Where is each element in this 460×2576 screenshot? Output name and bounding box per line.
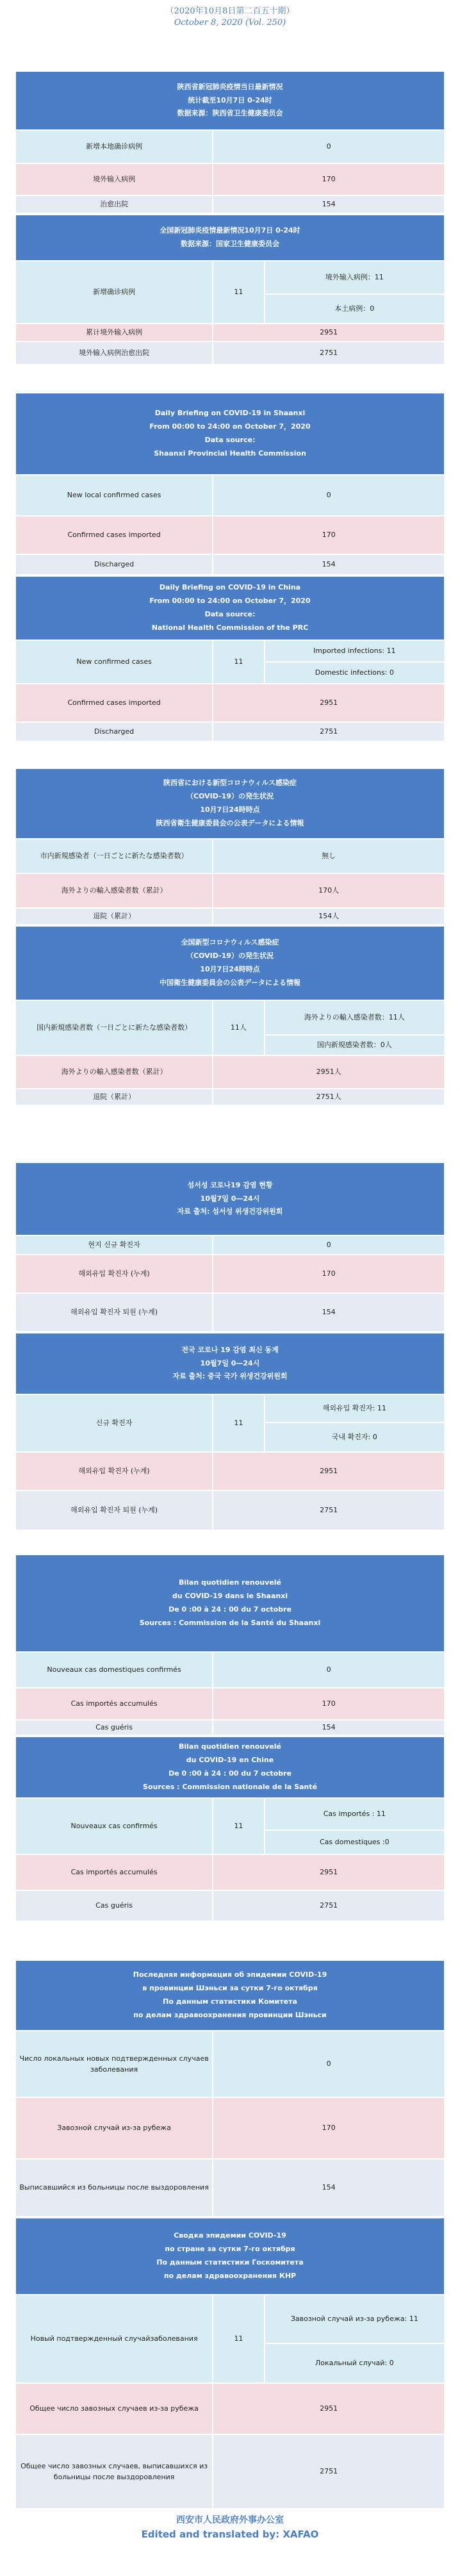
row-label: Nouveaux cas domestiques confirmés	[15, 1652, 213, 1688]
title-line: From 00:00 to 24:00 on October 7，2020	[149, 422, 311, 431]
title-line: 자료 출처: 중국 국가 위생건강위원회	[172, 1372, 288, 1381]
title-line: National Health Commission of the PRC	[151, 623, 309, 632]
title-line: 陝西省における新型コロナウィルス感染症	[163, 779, 297, 788]
cumulative-label: 累计境外输入病例	[15, 324, 213, 342]
title-line: du COVID-19 en Chine	[186, 1756, 274, 1765]
row-value: 154	[213, 1720, 445, 1735]
china-table-title	[15, 1737, 445, 1798]
row-value: 0	[213, 130, 445, 163]
title-line: Bilan quotidien renouvelé	[178, 1742, 282, 1751]
new-cases-label: Новый подтвержденный случайзаболевания	[15, 2295, 213, 2383]
title-line: Data source:	[204, 436, 256, 444]
title-line: 섬서성 코로나19 감염 현황	[187, 1180, 273, 1189]
title-line: 陝西省衛生健康委員会の公表データによる情報	[156, 818, 304, 827]
title-line: Daily Briefing on COVID-19 in China	[159, 583, 301, 592]
cumulative-value: 2951	[213, 1854, 445, 1890]
new-cases-label: 新增确诊病例	[15, 261, 213, 324]
title-line: Daily Briefing on COVID-19 in Shaanxi	[154, 409, 306, 418]
translator-credit: Edited and translated by: XAFAO	[141, 2529, 319, 2540]
row-value: 154	[213, 554, 445, 575]
new-cases-value: 11	[213, 640, 264, 684]
title-line: 자료 출처: 섬서성 위생건강위원회	[177, 1207, 283, 1216]
row-value: 170	[213, 2097, 445, 2159]
discharged-value: 2751人	[213, 1089, 445, 1105]
discharged-value: 2751	[213, 722, 445, 741]
title-line: 全国新型コロナウィルス感染症	[181, 938, 279, 947]
discharged-label: 境外输入病例治愈出院	[15, 342, 213, 365]
domestic-breakdown: 국내 확진자: 0	[265, 1423, 445, 1452]
new-cases-label: New confirmed cases	[15, 640, 213, 684]
domestic-breakdown: Domestic infections: 0	[265, 662, 445, 684]
row-value: 0	[213, 1235, 445, 1255]
discharged-value: 2751	[213, 1890, 445, 1921]
japanese-section	[15, 768, 445, 1130]
title-line: （COVID-19）の発生状況	[186, 792, 274, 801]
title-line: Shaanxi Provincial Health Commission	[154, 449, 306, 458]
discharged-label: 해외유입 확진자 퇴원 (누계)	[15, 1490, 213, 1530]
title-line: Sources : Commission nationale de la Santé	[143, 1782, 317, 1791]
row-label: New local confirmed cases	[15, 475, 213, 516]
title-line: по делам здравоохранения КНР	[163, 2271, 297, 2280]
discharged-value: 2751	[213, 2434, 445, 2509]
new-cases-label: Nouveaux cas confirmés	[15, 1798, 213, 1854]
title-line: Data source:	[204, 610, 256, 618]
new-cases-value: 11	[213, 1394, 264, 1452]
row-value: 0	[213, 475, 445, 516]
discharged-value: 2751	[213, 342, 445, 365]
row-label: Cas guéris	[15, 1720, 213, 1735]
imported-breakdown: Завозной случай из-за рубежа: 11	[265, 2295, 445, 2343]
chinese-section	[15, 70, 445, 420]
imported-breakdown: Imported infections: 11	[265, 640, 445, 662]
row-value: 0	[213, 2031, 445, 2097]
china-table-title	[15, 576, 445, 640]
discharged-label: Cas guéris	[15, 1890, 213, 1921]
row-value: 170	[213, 1688, 445, 1720]
row-value: 154	[213, 2159, 445, 2217]
title-line: 统计截至10月7日 0-24时	[188, 95, 272, 104]
title-line: 10月7日24時時点	[200, 965, 260, 973]
cumulative-label: Confirmed cases imported	[15, 684, 213, 722]
row-label: 境外输入病例	[15, 163, 213, 195]
china-table-title	[15, 215, 445, 261]
row-label: Cas importés accumulés	[15, 1688, 213, 1720]
domestic-breakdown: 国内新規感染者数：0人	[265, 1035, 445, 1055]
imported-breakdown: 海外よりの輸入感染者数：11人	[265, 1000, 445, 1035]
title-line: 数据来源：国家卫生健康委员会	[181, 240, 279, 248]
discharged-value: 2751	[213, 1490, 445, 1530]
imported-breakdown: Cas importés : 11	[265, 1798, 445, 1830]
cumulative-label: 海外よりの輸入感染者数（累計）	[15, 1055, 213, 1089]
title-line: 10월7일 0—24시	[200, 1194, 260, 1203]
title-line: По данным статистики Госкомитета	[156, 2258, 304, 2266]
new-cases-label: 国内新規感染者数（一日ごとに新たな感染者数）	[15, 1000, 213, 1055]
domestic-breakdown: Локальный случай: 0	[265, 2343, 445, 2383]
row-label: 해외유입 확진자 (누계)	[15, 1255, 213, 1293]
new-cases-value: 11	[213, 2295, 264, 2383]
title-line: 中国衛生健康委員会の公表データによる情報	[160, 978, 300, 987]
discharged-label: Общее число завозных случаев, выписавшихся из больницы после выздоровления	[15, 2434, 213, 2509]
china-table-title	[15, 2218, 445, 2295]
row-value: 170	[213, 516, 445, 554]
china-table-title	[15, 926, 445, 1000]
shaanxi-table-title	[15, 393, 445, 475]
china-table-title	[15, 1333, 445, 1394]
title-line: 전국 코로나 19 감염 최신 동계	[181, 1345, 279, 1354]
row-value: 170	[213, 163, 445, 195]
new-cases-label: 신규 확진자	[15, 1394, 213, 1452]
row-label: 해외유입 확진자 퇴원 (누계)	[15, 1293, 213, 1332]
publisher-name: 西安市人民政府外事办公室	[176, 2515, 284, 2525]
domestic-breakdown: 本土病例：0	[265, 294, 445, 324]
issue-volume-header: October 8, 2020 (Vol. 250)	[174, 18, 286, 28]
row-label: 市内新規感染者（一日ごとに新たな感染者数）	[15, 839, 213, 873]
title-line: 全国新冠肺炎疫情最新情况10月7日 0-24时	[160, 226, 300, 235]
row-label: 退院（累計）	[15, 908, 213, 925]
title-line: Последняя информация об эпидемии COVID-19	[133, 1970, 327, 1979]
shaanxi-table-title	[15, 71, 445, 130]
cumulative-value: 2951	[213, 1452, 445, 1490]
row-label: 현지 신규 확진자	[15, 1235, 213, 1255]
row-value: 170	[213, 1255, 445, 1293]
row-label: 治愈出院	[15, 195, 213, 213]
title-line: Sources : Commission de la Santé du Shaanxi	[139, 1618, 321, 1627]
title-line: по стране за сутки 7-го октября	[165, 2245, 295, 2254]
title-line: From 00:00 to 24:00 on October 7，2020	[149, 597, 311, 606]
row-label: Confirmed cases imported	[15, 516, 213, 554]
row-label: 海外よりの輸入感染者数（累計）	[15, 873, 213, 908]
shaanxi-table-title	[15, 768, 445, 839]
row-value: 170人	[213, 873, 445, 908]
cumulative-label: Cas importés accumulés	[15, 1854, 213, 1890]
row-label: Выписавшийся из больницы после выздоровления	[15, 2159, 213, 2217]
cumulative-value: 2951人	[213, 1055, 445, 1089]
title-line: 10월7일 0—24시	[200, 1358, 260, 1367]
row-value: 154人	[213, 908, 445, 925]
shaanxi-table-title	[15, 1960, 445, 2031]
title-line: De 0 :00 à 24 : 00 du 7 octobre	[168, 1769, 292, 1778]
cumulative-label: Общее число завозных случаев из-за рубежа	[15, 2383, 213, 2434]
cumulative-value: 2951	[213, 684, 445, 722]
title-line: du COVID-19 dans le Shaanxi	[172, 1592, 288, 1601]
imported-breakdown: 境外输入病例：11	[265, 261, 445, 294]
title-line: 数据来源：陕西省卫生健康委员会	[177, 109, 283, 118]
row-value: 154	[213, 195, 445, 213]
discharged-label: Discharged	[15, 722, 213, 741]
title-line: Bilan quotidien renouvelé	[178, 1578, 282, 1587]
cumulative-label: 해외유입 확진자 (누계)	[15, 1452, 213, 1490]
french-section	[15, 1554, 445, 1919]
shaanxi-table-title	[15, 1555, 445, 1652]
new-cases-value: 11	[213, 261, 264, 324]
english-section	[15, 392, 445, 751]
title-line: 10月7日24時時点	[200, 805, 260, 814]
russian-section	[15, 1960, 445, 2509]
new-cases-value: 11	[213, 1798, 264, 1854]
title-line: по делам здравоохранения провинции Шэньси	[133, 2010, 327, 2019]
new-cases-value: 11人	[213, 1000, 264, 1055]
title-line: 陕西省新冠肺炎疫情当日最新情况	[177, 82, 283, 91]
shaanxi-table-title	[15, 1162, 445, 1235]
title-line: Сводка эпидемии COVID-19	[174, 2231, 286, 2240]
imported-breakdown: 해외유입 확진자: 11	[265, 1394, 445, 1423]
domestic-breakdown: Cas domestiques :0	[265, 1830, 445, 1854]
row-label: 新增本地确诊病例	[15, 130, 213, 163]
row-value: 無し	[213, 839, 445, 873]
row-value: 154	[213, 1293, 445, 1332]
cumulative-value: 2951	[213, 2383, 445, 2434]
discharged-label: 退院（累計）	[15, 1089, 213, 1105]
title-line: （COVID-19）の発生状況	[186, 952, 274, 961]
row-label: Завозной случай из-за рубежа	[15, 2097, 213, 2159]
title-line: в провинции Шэньси за сутки 7-го октября	[142, 1984, 318, 1993]
title-line: По данным статистики Комитета	[163, 1997, 297, 2006]
korean-section	[15, 1162, 445, 1533]
row-label: Число локальных новых подтвержденных случаев заболевания	[15, 2031, 213, 2097]
cumulative-value: 2951	[213, 324, 445, 342]
row-label: Discharged	[15, 554, 213, 575]
issue-date-header: （2020年10月8日第二百五十期）	[165, 6, 295, 16]
row-value: 0	[213, 1652, 445, 1688]
title-line: De 0 :00 à 24 : 00 du 7 octobre	[168, 1605, 292, 1614]
